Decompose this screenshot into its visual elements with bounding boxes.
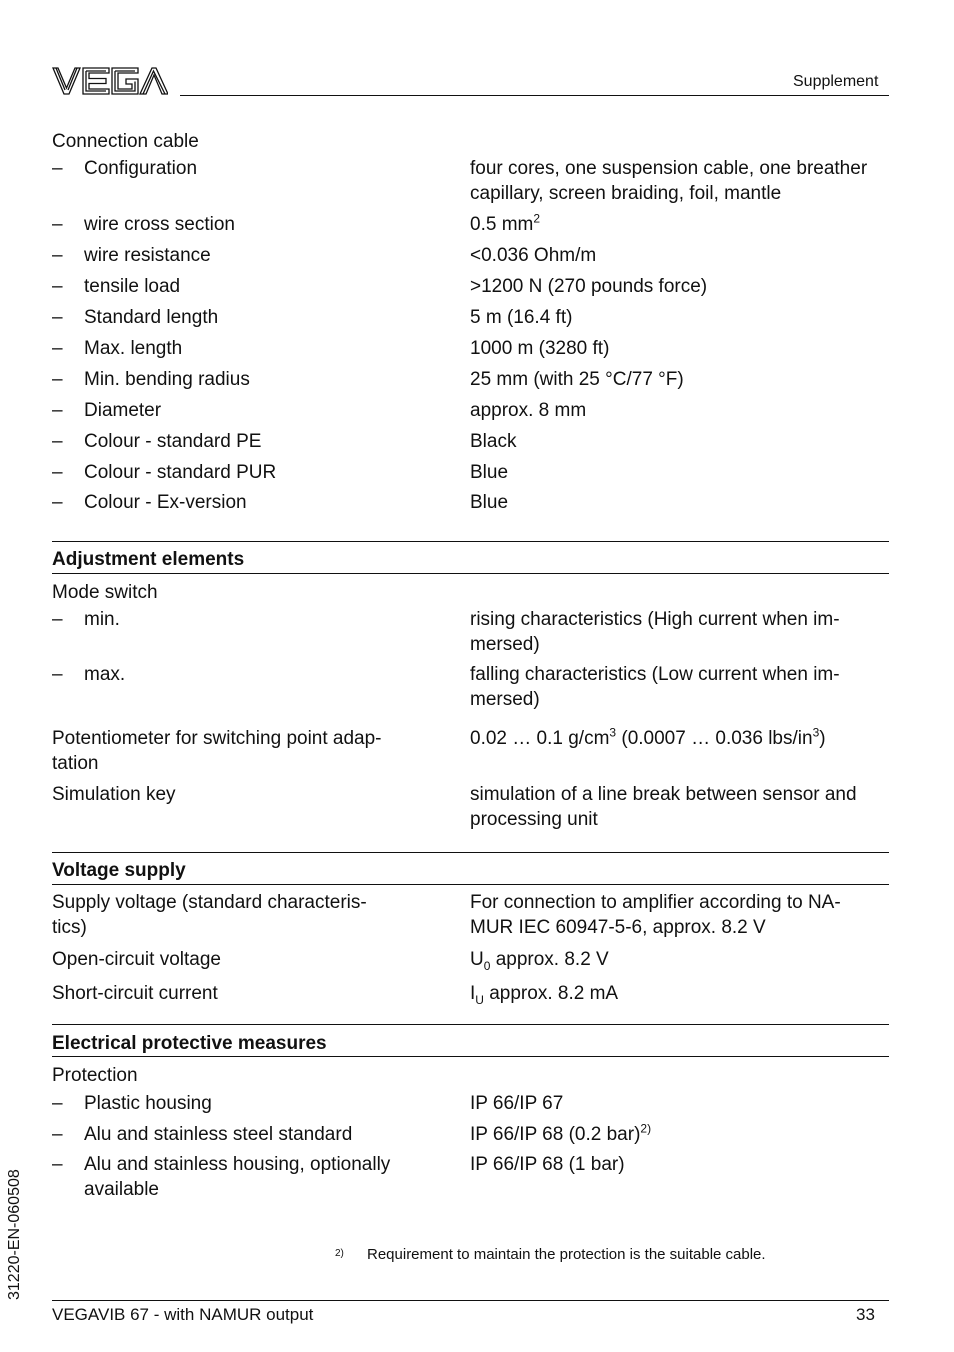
voltage-heading: Voltage supply	[52, 860, 186, 881]
bullet-dash: –	[52, 1124, 63, 1145]
tensile-load-label: tensile load	[84, 276, 181, 297]
bullet-dash: –	[52, 276, 63, 297]
wire-cross-section-label: wire cross section	[84, 214, 235, 235]
potentiometer-label-line2: tation	[52, 753, 99, 774]
alu-standard-value: IP 66/IP 68 (0.2 bar)$^{2)}$	[470, 1121, 652, 1145]
supply-voltage-label-line1: Supply voltage (standard characteris-	[52, 892, 367, 913]
alu-standard-label: Alu and stainless steel standard	[84, 1124, 353, 1145]
section-rule-top	[52, 1024, 889, 1025]
standard-length-value: 5 m (16.4 ft)	[470, 307, 573, 328]
supply-voltage-value-line2: MUR IEC 60947-5-6, approx. 8.2 V	[470, 917, 766, 938]
bullet-dash: –	[52, 492, 63, 513]
plastic-housing-label: Plastic housing	[84, 1093, 212, 1114]
diameter-value: approx. 8 mm	[470, 400, 587, 421]
mode-max-label: max.	[84, 664, 126, 685]
short-circuit-value: $I_U$ approx. 8.2 mA	[470, 983, 619, 1007]
bullet-dash: –	[52, 1093, 63, 1114]
open-circuit-value: $U_0$ approx. 8.2 V	[470, 949, 609, 973]
section-rule-top	[52, 852, 889, 853]
footnote-mark: 2)	[335, 1248, 344, 1259]
open-circuit-label: Open-circuit voltage	[52, 949, 221, 970]
bullet-dash: –	[52, 664, 63, 685]
mode-switch-label: Mode switch	[52, 582, 158, 603]
section-rule-top	[52, 541, 889, 542]
protection-title: Protection	[52, 1065, 138, 1086]
mode-max-value-line2: mersed)	[470, 689, 540, 710]
header-section-title: Supplement	[793, 73, 879, 90]
alu-optional-value: IP 66/IP 68 (1 bar)	[470, 1154, 625, 1175]
supply-voltage-value-line1: For connection to amplifier according to NA-	[470, 892, 841, 913]
bullet-dash: –	[52, 158, 63, 179]
tensile-load-value: >1200 N (270 pounds force)	[470, 276, 708, 297]
simulation-key-value-line2: processing unit	[470, 809, 598, 830]
mode-min-value-line2: mersed)	[470, 634, 540, 655]
colour-pe-value: Black	[470, 431, 517, 452]
vega-logo	[52, 66, 168, 96]
configuration-value-line1: four cores, one suspension cable, one breather	[470, 158, 868, 179]
bullet-dash: –	[52, 1154, 63, 1175]
header-rule	[180, 95, 889, 96]
alu-optional-label-line2: available	[84, 1179, 159, 1200]
bullet-dash: –	[52, 462, 63, 483]
section-rule-bottom	[52, 884, 889, 885]
document-code: 31220-EN-060508	[6, 1169, 23, 1300]
adjustment-heading: Adjustment elements	[52, 549, 245, 570]
bullet-dash: –	[52, 609, 63, 630]
wire-resistance-value: <0.036 Ohm/m	[470, 245, 597, 266]
wire-cross-section-value: 0.5 $mm^2$	[470, 211, 541, 235]
colour-ex-value: Blue	[470, 492, 509, 513]
section-rule-bottom	[52, 1056, 889, 1057]
bullet-dash: –	[52, 400, 63, 421]
section-rule-bottom	[52, 573, 889, 574]
bullet-dash: –	[52, 214, 63, 235]
wire-resistance-label: wire resistance	[84, 245, 211, 266]
bullet-dash: –	[52, 431, 63, 452]
simulation-key-label: Simulation key	[52, 784, 176, 805]
potentiometer-value: 0.02 … 0.1 $g/cm^3$ (0.0007 … 0.036 lbs/$in^3$)	[470, 725, 826, 749]
footer-document-title: VEGAVIB 67 - with NAMUR output	[52, 1305, 314, 1324]
footnote-text: Requirement to maintain the protection is the suitable cable.	[367, 1246, 766, 1263]
connection-cable-title: Connection cable	[52, 131, 199, 152]
page-number: 33	[856, 1305, 875, 1324]
colour-pur-value: Blue	[470, 462, 509, 483]
bending-radius-value: 25 mm (with 25 °C/77 °F)	[470, 369, 684, 390]
colour-pur-label: Colour - standard PUR	[84, 462, 277, 483]
max-length-value: 1000 m (3280 ft)	[470, 338, 610, 359]
configuration-value-line2: capillary, screen braiding, foil, mantle	[470, 183, 782, 204]
potentiometer-label-line1: Potentiometer for switching point adap-	[52, 728, 382, 749]
simulation-key-value-line1: simulation of a line break between sensor and	[470, 784, 857, 805]
footer-rule	[52, 1300, 889, 1301]
configuration-label: Configuration	[84, 158, 198, 179]
bullet-dash: –	[52, 338, 63, 359]
mode-min-label: min.	[84, 609, 120, 630]
alu-optional-label-line1: Alu and stainless housing, optionally	[84, 1154, 391, 1175]
max-length-label: Max. length	[84, 338, 183, 359]
standard-length-label: Standard length	[84, 307, 219, 328]
supply-voltage-label-line2: tics)	[52, 917, 87, 938]
mode-min-value-line1: rising characteristics (High current when im-	[470, 609, 840, 630]
bending-radius-label: Min. bending radius	[84, 369, 250, 390]
protection-heading: Electrical protective measures	[52, 1033, 327, 1054]
mode-max-value-line1: falling characteristics (Low current when im-	[470, 664, 840, 685]
diameter-label: Diameter	[84, 400, 162, 421]
short-circuit-label: Short-circuit current	[52, 983, 218, 1004]
bullet-dash: –	[52, 307, 63, 328]
bullet-dash: –	[52, 245, 63, 266]
colour-pe-label: Colour - standard PE	[84, 431, 262, 452]
colour-ex-label: Colour - Ex-version	[84, 492, 247, 513]
bullet-dash: –	[52, 369, 63, 390]
plastic-housing-value: IP 66/IP 67	[470, 1093, 564, 1114]
